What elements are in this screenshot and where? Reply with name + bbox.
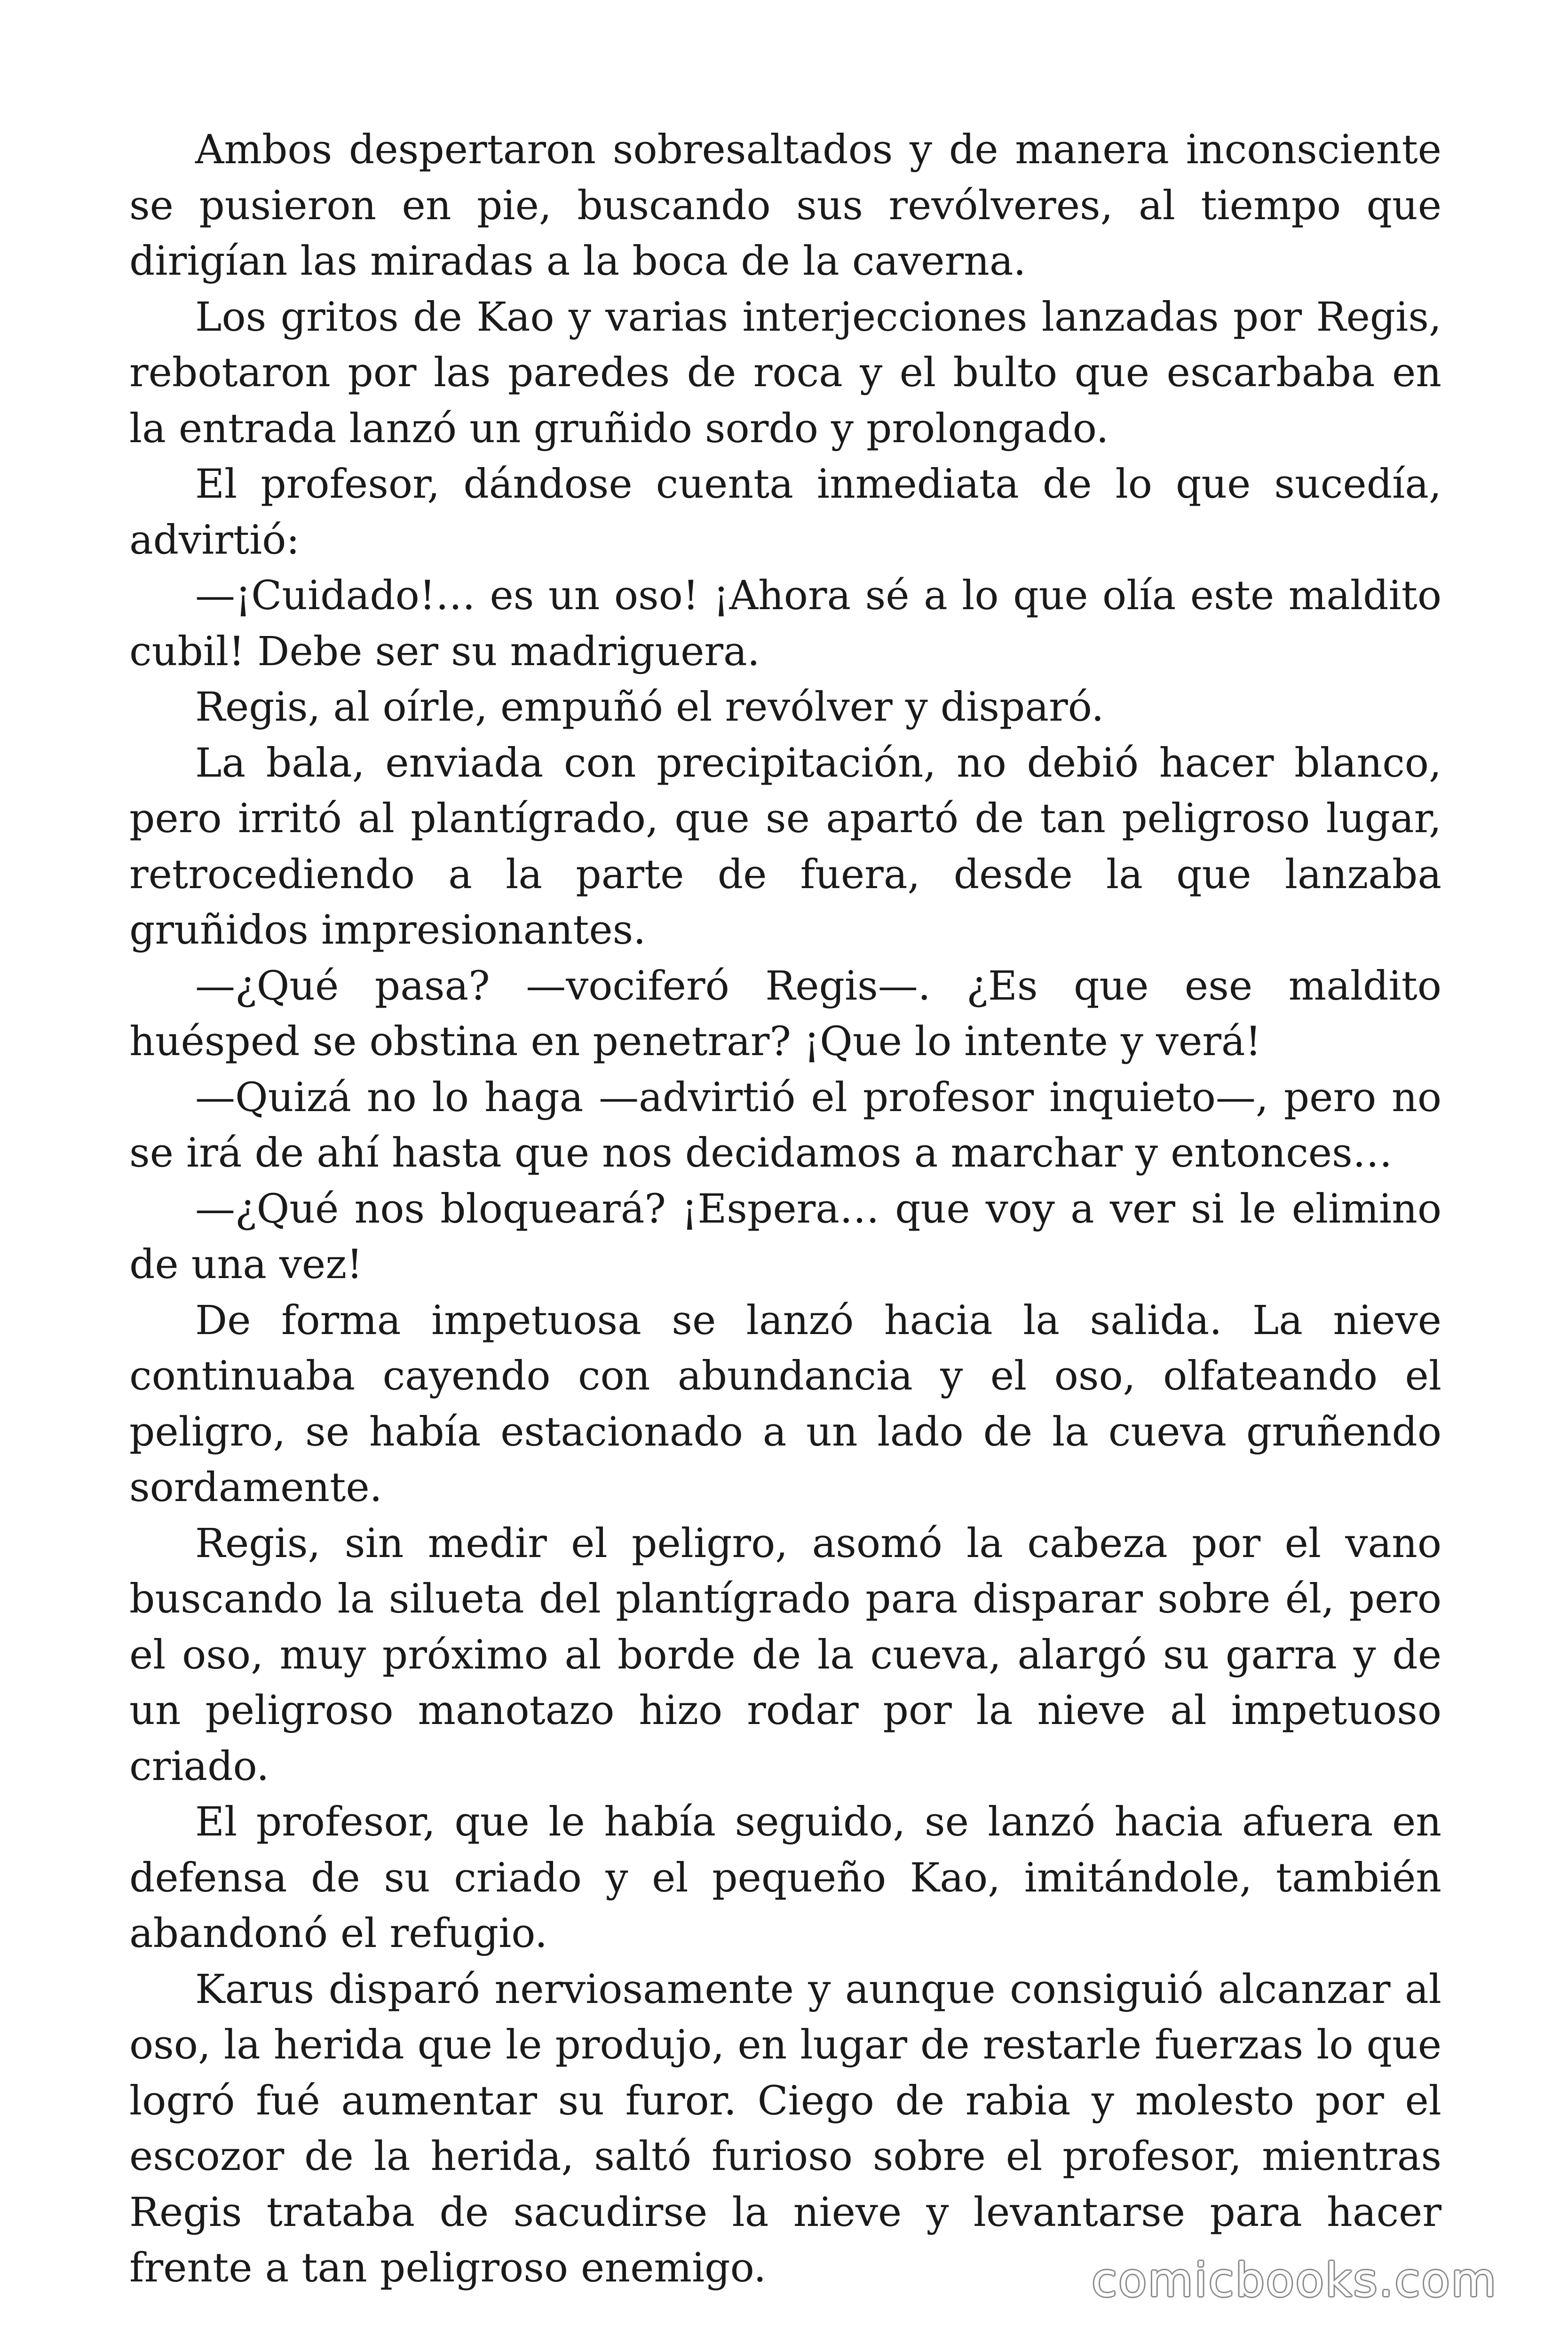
paragraph: La bala, enviada con precipitación, no debió hacer blanco, pero irritó al plantígrado, que se apartó de tan peligroso lugar, retrocediendo a la parte de fuera, desde la que lanzaba gruñidos impresionantes. [129,739,1441,954]
paragraph: Los gritos de Kao y varias interjecciones lanzadas por Regis, rebotaron por las paredes de roca y el bulto que escarbaba en la entrada lanzó un gruñido sordo y prolongado. [129,294,1441,452]
paragraph: El profesor, dándose cuenta inmediata de lo que sucedía, advirtió: [129,461,1441,564]
watermark: comicbooks.com [1092,2254,1497,2307]
paragraph: —Quizá no lo haga —advirtió el profesor inquieto—, pero no se irá de ahí hasta que nos decidamos a marchar y entonces… [129,1074,1441,1176]
paragraph: De forma impetuosa se lanzó hacia la salida. La nieve continuaba cayendo con abundancia y el oso, olfateando el peligro, se había estacionado a un lado de la cueva gruñendo sordamente. [129,1297,1441,1511]
paragraph: Regis, sin medir el peligro, asomó la cabeza por el vano buscando la silueta del plantígrado para disparar sobre él, pero el oso, muy próximo al borde de la cueva, alargó su garra y de un peligroso manotazo hizo rodar por la nieve al impetuoso criado. [129,1520,1441,1790]
body-text [129,122,1441,2296]
paragraph: Ambos despertaron sobresaltados y de manera inconsciente se pusieron en pie, buscando sus revólveres, al tiempo que dirigían las miradas a la boca de la caverna. [129,127,1441,285]
paragraph: —¡Cuidado!… es un oso! ¡Ahora sé a lo que olía este maldito cubil! Debe ser su madriguera. [129,572,1441,675]
paragraph: —¿Qué pasa? —vociferó Regis—. ¿Es que ese maldito huésped se obstina en penetrar? ¡Que lo intente y verá! [129,962,1441,1065]
paragraph: —¿Qué nos bloqueará? ¡Espera… que voy a ver si le elimino de una vez! [129,1185,1441,1288]
paragraph: Karus disparó nerviosamente y aunque consiguió alcanzar al oso, la herida que le produjo, en lugar de restarle fuerzas lo que logró fué aumentar su furor. Ciego de rabia y molesto por el escozor de la herida, saltó furioso sobre el profesor, mientras Regis trataba de sacudirse la nieve y levantarse para hacer frente a tan peligroso enemigo. [129,1966,1441,2291]
paragraph: El profesor, que le había seguido, se lanzó hacia afuera en defensa de su criado y el pequeño Kao, imitándole, también abandonó el refugio. [129,1799,1441,1957]
paragraph: Regis, al oírle, empuñó el revólver y disparó. [195,684,1104,731]
